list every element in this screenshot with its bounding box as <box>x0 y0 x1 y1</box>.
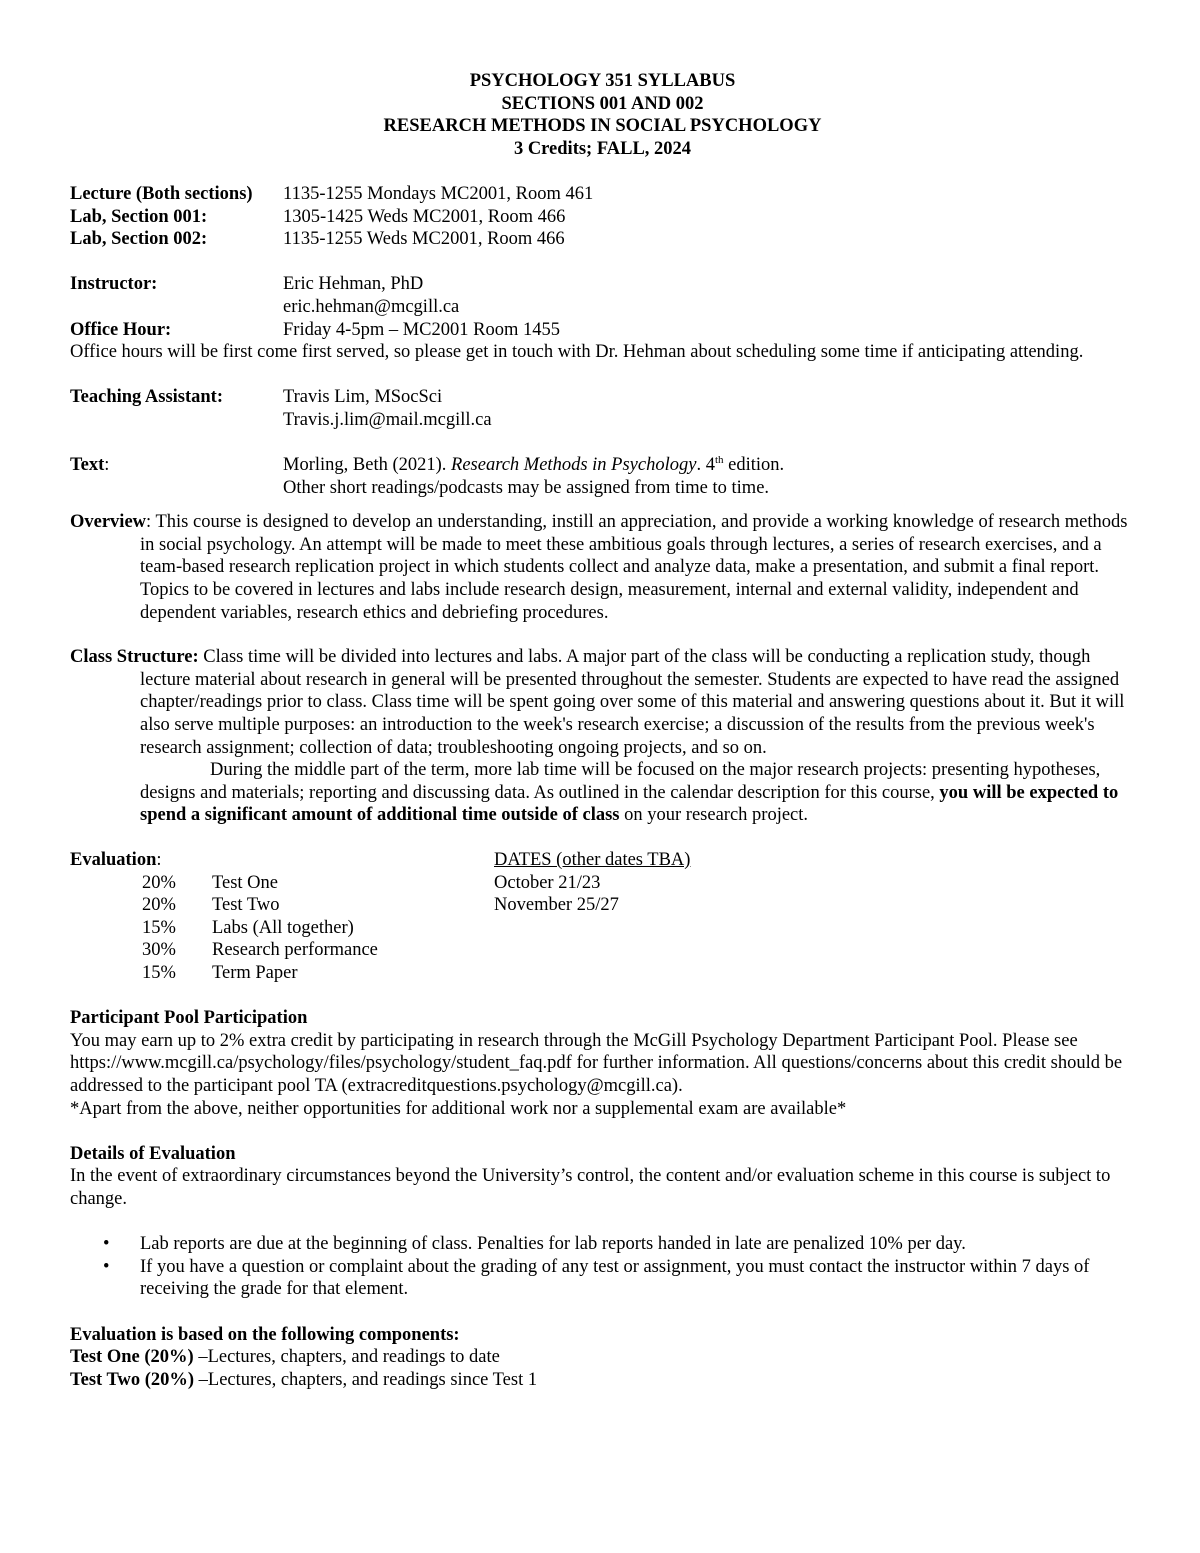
text-label-colon: : <box>104 455 110 476</box>
bullet-text: Lab reports are due at the beginning of class. Penalties for lab reports handed in late are penalized 10% per day. <box>140 1234 966 1255</box>
evaluation-row <box>70 939 378 962</box>
ta-block <box>70 386 1135 431</box>
text-block <box>70 454 1135 499</box>
ta-row <box>70 386 1135 409</box>
text-label: Text <box>70 455 105 476</box>
instructor-label: Instructor: <box>70 274 158 295</box>
textbook-citation <box>283 454 784 477</box>
schedule-value: 1135-1255 Mondays MC2001, Room 461 <box>283 183 594 204</box>
evaluation-pct: 20% <box>142 895 176 916</box>
component-desc: –Lectures, chapters, and readings since Test 1 <box>194 1369 538 1390</box>
evaluation-pct: 15% <box>142 917 176 938</box>
details-bullets <box>70 1233 1135 1301</box>
evaluation-pct: 15% <box>142 962 176 983</box>
spacer <box>70 477 283 500</box>
course-sections: SECTIONS 001 AND 002 <box>501 93 704 114</box>
component-row <box>70 1369 1135 1392</box>
office-hour-label: Office Hour: <box>70 319 172 340</box>
evaluation-left <box>70 849 378 985</box>
details-section <box>70 1143 1135 1301</box>
instructor-email-row <box>70 296 1135 319</box>
text-note: Other short readings/podcasts may be assigned from time to time. <box>283 477 770 498</box>
class-structure-paragraph <box>70 646 1135 759</box>
dates-header: DATES (other dates TBA) <box>494 850 691 870</box>
evaluation-date: November 25/27 <box>494 895 619 916</box>
instructor-row <box>70 273 1135 296</box>
instructor-name: Eric Hehman, PhD <box>283 274 424 295</box>
details-heading: Details of Evaluation <box>70 1143 236 1164</box>
schedule-row-lecture <box>70 183 1135 206</box>
instructor-email[interactable]: eric.hehman@mcgill.ca <box>283 296 460 317</box>
schedule-row-lab-001 <box>70 206 1135 229</box>
class-structure-para2-end: on your research project. <box>619 805 809 826</box>
syllabus-header <box>70 70 1135 160</box>
spacer <box>70 296 283 319</box>
evaluation-item: Research performance <box>212 940 378 961</box>
participant-pool-body: You may earn up to 2% extra credit by participating in research through the McGill Psychology Department Participant Pool. Please see https://www.mcgill.ca/psychology/files/psychology/student_faq.pdf for further information. All questions/concerns about this credit should be addressed to the participant pool TA (extracreditquestions.psychology@mcgill.ca). <box>70 1030 1123 1096</box>
class-structure-label: Class Structure: <box>70 647 199 668</box>
ta-email-row <box>70 409 1135 432</box>
overview-paragraph <box>70 511 1135 624</box>
evaluation-pct: 30% <box>142 940 176 961</box>
schedule-value: 1135-1255 Weds MC2001, Room 466 <box>283 229 565 250</box>
class-structure-body: Class time will be divided into lectures and labs. A major part of the class will be conducting a replication study, though lecture material about research in general will be presented throughout the semester. Students are expected to have read the assigned chapter/readings prior to class. Class time will be spent going over some of this material and answering questions about it. But it will also serve multiple purposes: an introduction to the week's research exercise; a discussion of the results from the previous week's research assignment; collection of data; troubleshooting ongoing projects, and so on. <box>140 647 1125 758</box>
text-label-wrap <box>70 454 283 477</box>
schedule-label: Lab, Section 002: <box>70 229 208 250</box>
component-label: Test Two (20%) <box>70 1369 195 1390</box>
schedule-value: 1305-1425 Weds MC2001, Room 466 <box>283 206 566 227</box>
text-row <box>70 454 1135 477</box>
details-body: In the event of extraordinary circumstances beyond the University’s control, the content and/or evaluation scheme in this course is subject to change. <box>70 1166 1111 1209</box>
bullet-icon: • <box>103 1256 110 1277</box>
syllabus-page <box>70 70 1135 1391</box>
evaluation-pct: 20% <box>142 872 176 893</box>
schedule-block <box>70 183 1135 251</box>
schedule-label: Lecture (Both sections) <box>70 183 253 204</box>
evaluation-item: Test One <box>212 872 279 893</box>
evaluation-table <box>70 849 1135 985</box>
bullet-icon: • <box>103 1234 110 1255</box>
evaluation-item: Term Paper <box>212 962 298 983</box>
evaluation-label: Evaluation <box>70 850 157 870</box>
evaluation-row <box>70 917 378 940</box>
evaluation-heading <box>70 849 378 872</box>
evaluation-row <box>70 894 378 917</box>
spacer <box>70 409 283 432</box>
evaluation-row <box>70 872 378 895</box>
components-section <box>70 1324 1135 1392</box>
class-structure-para2: During the middle part of the term, more lab time will be focused on the major research projects: presenting hypotheses, designs and materials; reporting and discussing data. As outlined in the calendar description for this course, <box>140 760 1101 803</box>
course-credits-term: 3 Credits; FALL, 2024 <box>513 138 692 159</box>
ta-label: Teaching Assistant: <box>70 387 224 408</box>
evaluation-colon: : <box>156 850 162 870</box>
evaluation-item: Labs (All together) <box>212 917 354 938</box>
text-note-row <box>70 477 1135 500</box>
course-title: PSYCHOLOGY 351 SYLLABUS <box>469 71 736 91</box>
evaluation-date: October 21/23 <box>494 872 601 893</box>
course-name: RESEARCH METHODS IN SOCIAL PSYCHOLOGY <box>383 116 822 137</box>
schedule-row-lab-002 <box>70 228 1135 251</box>
component-row <box>70 1346 1135 1369</box>
evaluation-item: Test Two <box>212 895 280 916</box>
class-structure-paragraph-2 <box>70 759 1135 827</box>
instructor-block <box>70 273 1135 363</box>
textbook-author: Morling, Beth (2021). <box>283 455 452 476</box>
components-heading: Evaluation is based on the following components: <box>70 1324 460 1345</box>
textbook-edition-sup: th <box>714 453 724 466</box>
participant-pool-note: *Apart from the above, neither opportunities for additional work nor a supplemental exam are available* <box>70 1098 847 1119</box>
schedule-label: Lab, Section 001: <box>70 206 208 227</box>
evaluation-dates <box>494 849 690 917</box>
component-label: Test One (20%) <box>70 1347 194 1368</box>
ta-name: Travis Lim, MSocSci <box>283 387 443 408</box>
office-hour-row <box>70 319 1135 342</box>
office-hour-note: Office hours will be first come first served, so please get in touch with Dr. Hehman about scheduling some time if anticipating attending. <box>70 342 1084 363</box>
list-item <box>70 1256 1135 1301</box>
textbook-edition-suffix: edition. <box>723 455 785 476</box>
evaluation-row <box>70 962 378 985</box>
participant-pool-heading: Participant Pool Participation <box>70 1008 308 1029</box>
textbook-title: Research Methods in Psychology <box>451 455 697 476</box>
ta-email[interactable]: Travis.j.lim@mail.mcgill.ca <box>283 409 492 430</box>
class-structure-emphasis: you will be expected to spend a significant amount of additional time outside of class <box>140 782 1119 826</box>
overview-body: This course is designed to develop an understanding, instill an appreciation, and provide a working knowledge of research methods in social psychology. An attempt will be made to meet these ambitious goals through lectures, a series of research exercises, and a team-based research replication project in which students collect and analyze data, make a presentation, and submit a final report. Topics to be covered in lectures and labs include research design, measurement, internal and external validity, independent and dependent variables, research ethics and debriefing procedures. <box>140 512 1128 623</box>
list-item <box>70 1233 1135 1256</box>
overview-label: Overview <box>70 512 147 533</box>
bullet-text: If you have a question or complaint about the grading of any test or assignment, you must contact the instructor within 7 days of receiving the grade for that element. <box>140 1256 1090 1300</box>
overview-colon: : <box>146 512 152 533</box>
textbook-edition: . 4 <box>696 455 715 476</box>
component-desc: –Lectures, chapters, and readings to date <box>193 1347 500 1368</box>
office-hour-value: Friday 4-5pm – MC2001 Room 1455 <box>283 319 560 340</box>
participant-pool-section <box>70 1007 1135 1120</box>
